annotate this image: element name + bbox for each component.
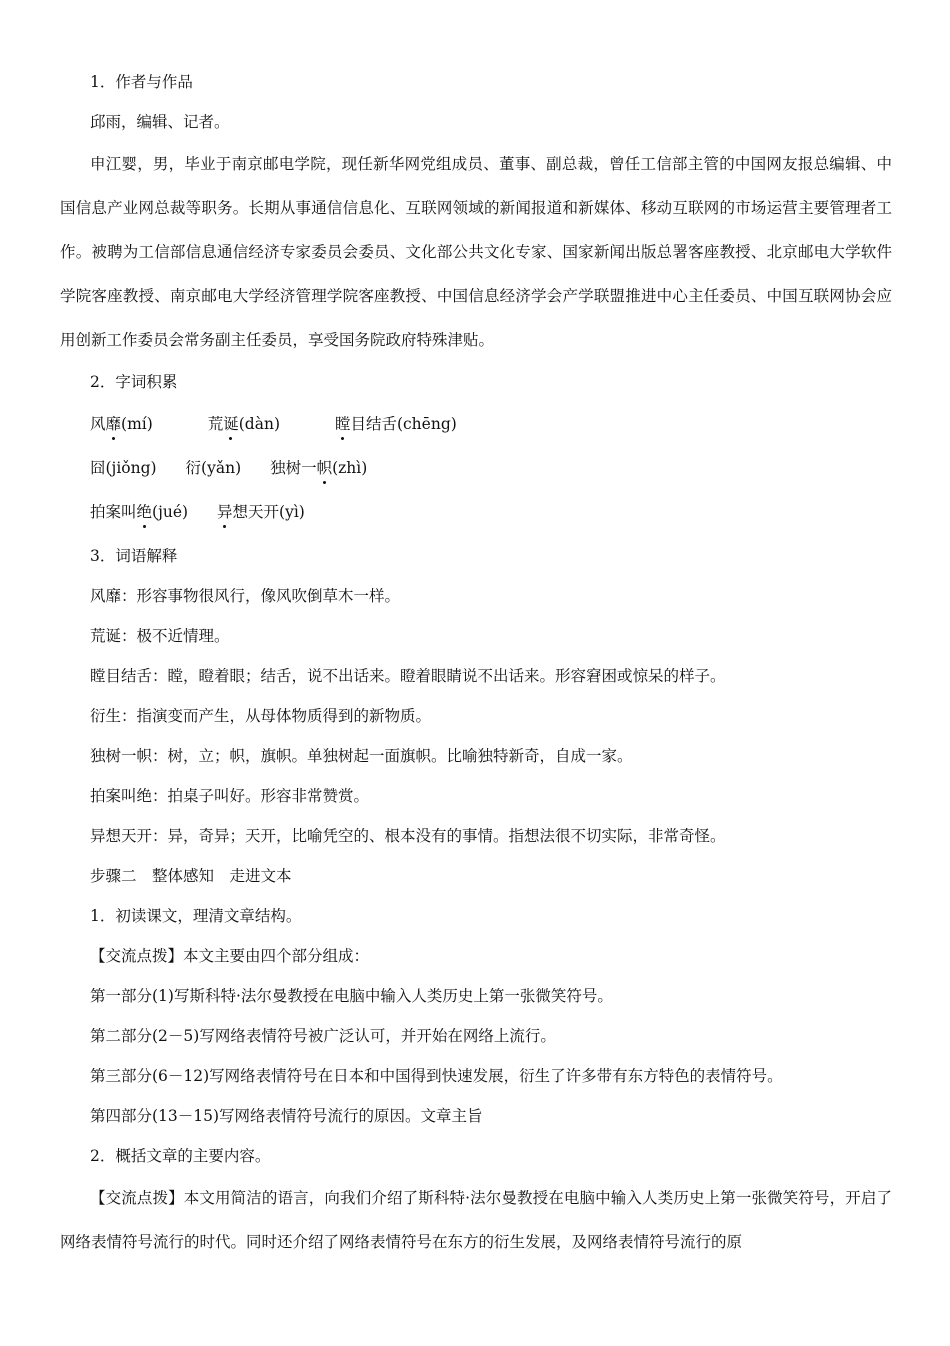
- hint-intro: 【交流点拨】本文主要由四个部分组成：: [90, 947, 370, 965]
- section-heading-author: 1．作者与作品: [90, 73, 193, 91]
- author-shen-jiangying: 申江婴，男，毕业于南京邮电学院，现任新华网党组成员、董事、副总裁，曾任工信部主管的中国网友报总编辑、中国信息产业网总裁等职务。长期从事通信信息化、互联网领域的新闻报道和新媒体、移动互联网的市场运营主要管理者工作。被聘为工信部信息通信经济专家委员会委员、文化部公共文化专家、国家新闻出版总署客座教授、北京邮电大学软件学院客座教授、南京邮电大学经济管理学院客座教授、中国信息经济学会产学联盟推进中心主任委员、中国互联网协会应用创新工作委员会常务副主任委员，享受国务院政府特殊津贴。: [60, 155, 892, 349]
- vocab-row-3: [60, 490, 892, 534]
- vocab-item: 拍案叫绝(jué): [90, 490, 188, 534]
- author-qiu-yu: 邱雨，编辑、记者。: [90, 113, 230, 131]
- definition-line: 独树一帜：树，立；帜，旗帜。单独树起一面旗帜。比喻独特新奇，自成一家。: [90, 747, 633, 765]
- definition-line: 荒诞：极不近情理。: [90, 627, 230, 645]
- definition-line: 衍生：指演变而产生，从母体物质得到的新物质。: [90, 707, 432, 725]
- step-heading: 步骤二 整体感知 走进文本: [90, 867, 292, 885]
- summary-paragraph: 【交流点拨】本文用简洁的语言，向我们介绍了斯科特·法尔曼教授在电脑中输入人类历史上第一张微笑符号，开启了网络表情符号流行的时代。同时还介绍了网络表情符号在东方的衍生发展，及网络表情符号流行的原: [60, 1189, 892, 1251]
- vocab-row-2: [60, 446, 892, 490]
- definition-line: 风靡：形容事物很风行，像风吹倒草木一样。: [90, 587, 401, 605]
- structure-part: 第二部分(2－5)写网络表情符号被广泛认可，并开始在网络上流行。: [90, 1027, 556, 1045]
- structure-part: 第一部分(1)写斯科特·法尔曼教授在电脑中输入人类历史上第一张微笑符号。: [90, 987, 613, 1005]
- question-1: 1．初读课文，理清文章结构。: [90, 907, 302, 925]
- vocab-item: 衍(yǎn): [185, 459, 242, 477]
- structure-part: 第三部分(6－12)写网络表情符号在日本和中国得到快速发展，衍生了许多带有东方特色的表情符号。: [90, 1067, 783, 1085]
- document-page: [60, 62, 892, 1264]
- question-2: 2．概括文章的主要内容。: [90, 1147, 271, 1165]
- section-heading-vocab: 2．字词积累: [90, 373, 178, 391]
- vocab-item: 独树一帜(zhì): [270, 446, 367, 490]
- definition-line: 瞠目结舌：瞠，瞪着眼；结舌，说不出话来。瞪着眼睛说不出话来。形容窘困或惊呆的样子。: [90, 667, 726, 685]
- vocab-item: 异想天开(yì): [217, 490, 305, 534]
- structure-part: 第四部分(13－15)写网络表情符号流行的原因。文章主旨: [90, 1107, 483, 1125]
- vocab-item: 风靡(mí): [90, 402, 153, 446]
- definition-line: 拍案叫绝：拍桌子叫好。形容非常赞赏。: [90, 787, 370, 805]
- vocab-item: 囧(jiǒng): [90, 459, 157, 477]
- vocab-row-1: [60, 402, 892, 446]
- definition-line: 异想天开：异，奇异；天开，比喻凭空的、根本没有的事情。指想法很不切实际，非常奇怪。: [90, 827, 726, 845]
- vocab-item: 荒诞(dàn): [208, 402, 280, 446]
- section-heading-definitions: 3．词语解释: [90, 547, 178, 565]
- vocab-item: 瞠目结舌(chēng): [335, 402, 457, 446]
